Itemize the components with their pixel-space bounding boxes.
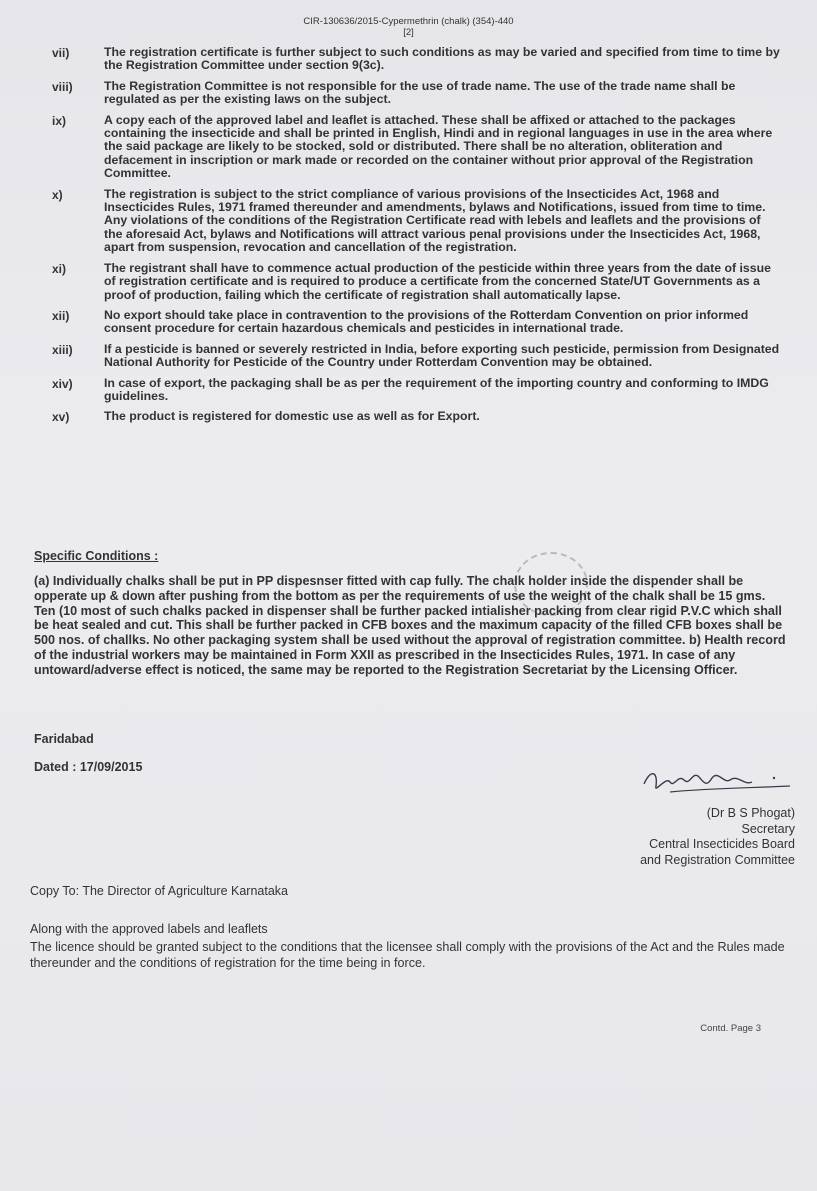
condition-number: viii) (52, 79, 73, 94)
condition-item (52, 114, 782, 181)
condition-item (52, 188, 782, 255)
condition-item (52, 46, 782, 73)
signature (640, 762, 800, 802)
condition-item (52, 262, 782, 302)
condition-item (52, 343, 782, 370)
condition-number: xii) (52, 308, 70, 323)
document-header (0, 16, 817, 38)
condition-text: The Registration Committee is not responsible for the use of trade name. The use of the trade name shall be regulated as per the existing laws on the subject. (104, 78, 736, 107)
continued-note: Contd. Page 3 (700, 1023, 761, 1034)
specific-conditions-title: Specific Conditions : (34, 549, 159, 563)
condition-item (52, 377, 782, 404)
condition-item (52, 80, 782, 107)
condition-number: vii) (52, 46, 70, 60)
condition-number: ix) (52, 113, 67, 128)
condition-text: The product is registered for domestic use as well as for Export. (104, 409, 480, 424)
reference-number: CIR-130636/2015-Cypermethrin (chalk) (354)-440 (303, 16, 514, 27)
conditions-list (52, 46, 782, 431)
condition-text: A copy each of the approved label and leaflet is attached. These shall be affixed or attached to the packages containing the insecticide and shall be printed in English, Hindi and in regional languages in use in the area where the said package are likely to be stocked, sold or distributed. There shall be no alteration, obliteration and defacement in inscription or mark made or recorded on the container without prior approval of the Registration Committee. (104, 112, 773, 181)
page-number: [2] (403, 27, 414, 38)
licence-paragraph: The licence should be granted subject to the conditions that the licensee shall comply with the provisions of the Act and the Rules made thereunder and the conditions of registration for the time being in force. (30, 940, 785, 970)
along-with: Along with the approved labels and leaflets (30, 922, 268, 936)
date: Dated : 17/09/2015 (34, 760, 143, 774)
specific-conditions-body: (a) Individually chalks shall be put in PP dispesnser fitted with cap fully. The chalk holder inside the dispender shall be opperate up & down after pushing from the bottom as per the requirements of use the weight of the chalk shall be 15 gms. Ten (10 most of such chalks packed in dispenser shall be further packed intialisher packing from clear rigid P.V.C which shall be heat sealed and cut. This shall be further packed in CFB boxes and the maximum capacity of the filled CFB boxes shall be 500 nos. of challks. No other packaging system shall be used without the approval of registration committee. b) Health record of the industrial workers may be maintained in Form XXII as prescribed in the Insecticides Rules, 1971. In case of any untoward/adverse effect is noticed, the same may be reported to the Registration Secretariat by the Licensing Officer. (34, 574, 786, 677)
signatory-title: Secretary (741, 821, 795, 836)
condition-number: xi) (52, 261, 67, 276)
signatory-org-line1: Central Insecticides Board (649, 837, 795, 851)
condition-item (52, 410, 782, 424)
condition-number: x) (52, 187, 63, 202)
condition-text: The registration certificate is further subject to such conditions as may be varied and specified from time to time by the Registration Committee under section 9(3c). (104, 45, 780, 73)
condition-item (52, 309, 782, 336)
place: Faridabad (34, 732, 94, 746)
condition-number: xv) (52, 410, 70, 425)
condition-number: xiv) (52, 376, 73, 391)
condition-text: In case of export, the packaging shall be as per the requirement of the importing country and conforming to IMDG guidelines. (104, 375, 769, 403)
signatory-name: (Dr B S Phogat) (706, 806, 795, 820)
condition-text: The registration is subject to the strict compliance of various provisions of the Insecticides Act, 1968 and Insecticides Rules, 1971 framed thereunder and amendments, bylaws and Notifications, issued from time to time. Any violations of the conditions of the Registration Certificate read with lebels and leaflets and the provisions of the aforesaid Act, bylaws and Notifications will attract various penal provisions under the Insecticides Act, 1968, apart from suspension, revocation and cancellation of the registration. (104, 186, 766, 255)
copy-to: Copy To: The Director of Agriculture Karnataka (30, 884, 289, 898)
condition-number: xiii) (52, 342, 73, 357)
signatory-block (640, 806, 795, 868)
signatory-org-line2: and Registration Committee (640, 852, 795, 867)
condition-text: If a pesticide is banned or severely restricted in India, before exporting such pesticide, permission from Designated National Authority for Pesticide of the Country under Rotterdam Convention may be obtained. (104, 341, 780, 370)
condition-text: The registrant shall have to commence actual production of the pesticide within three years from the date of issue of registration certificate and is required to produce a certificate from the concerned State/UT Governments as a proof of production, failing which the certificate of registration shall automatically lapse. (104, 260, 771, 302)
condition-text: No export should take place in contravention to the provisions of the Rotterdam Convention on prior informed consent procedure for certain hazardous chemicals and pesticides in international trade. (104, 307, 749, 336)
